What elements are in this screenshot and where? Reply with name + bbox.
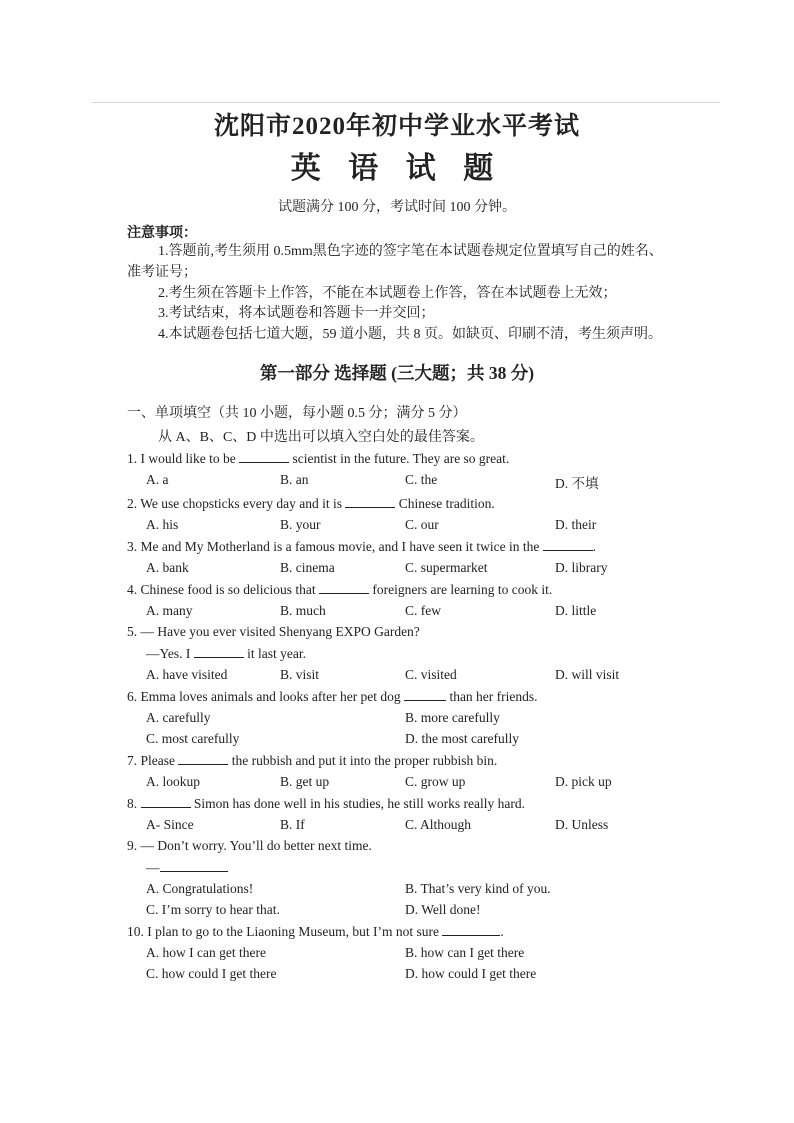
q1-option-b: B. an: [280, 472, 309, 487]
q4-option-d: D. little: [555, 603, 597, 618]
q9-option-c: C. I’m sorry to hear that.: [146, 902, 280, 917]
exam-subject-title: 英 语 试 题: [290, 152, 504, 185]
question-5-reply: —Yes. I it last year.: [146, 646, 306, 661]
part-heading: 第一部分 选择题 (三大题；共 38 分): [259, 363, 535, 383]
section-title: 一、单项填空（共 10 小题，每小题 0.5 分；满分 5 分）: [127, 406, 467, 421]
notice-line-1a: 1.答题前,考生须用 0.5mm黑色字迹的签字笔在本试题卷规定位置填写自己的姓名、: [158, 244, 663, 259]
answer-blank: [404, 688, 446, 701]
q6-option-c: C. most carefully: [146, 731, 240, 746]
q1-option-d: D. 不填: [555, 476, 599, 491]
question-5: 5. — Have you ever visited Shenyang EXPO Garden?: [127, 624, 420, 639]
q2-option-c: C. our: [405, 517, 439, 532]
notice-line-3: 3.考试结束，将本试题卷和答题卡一并交回；: [158, 306, 435, 321]
notice-line-2: 2.考生须在答题卡上作答，不能在本试题卷上作答，答在本试题卷上无效；: [158, 286, 617, 301]
q7-option-d: D. pick up: [555, 774, 612, 789]
q3-option-a: A. bank: [146, 560, 189, 575]
answer-blank: [442, 923, 500, 936]
q8-option-b: B. If: [280, 817, 305, 832]
q8-option-c: C. Although: [405, 817, 472, 832]
q8-option-d: D. Unless: [555, 817, 609, 832]
question-9-reply: —: [146, 859, 228, 876]
q3-option-d: D. library: [555, 560, 608, 575]
question-6: 6. Emma loves animals and looks after her pet dog than her friends.: [127, 689, 538, 704]
question-8: 8. Simon has done well in his studies, he still works really hard.: [127, 796, 525, 811]
answer-blank: [319, 581, 369, 594]
notice-heading: 注意事项：: [127, 224, 197, 240]
q6-option-a: A. carefully: [146, 710, 211, 725]
answer-blank: [194, 645, 244, 658]
q8-option-a: A- Since: [146, 817, 194, 832]
q2-option-d: D. their: [555, 517, 597, 532]
q6-option-b: B. more carefully: [405, 710, 500, 725]
question-1: 1. I would like to be scientist in the future. They are so great.: [127, 451, 510, 466]
q2-option-a: A. his: [146, 517, 179, 532]
q3-option-b: B. cinema: [280, 560, 335, 575]
q5-option-a: A. have visited: [146, 667, 228, 682]
q5-option-d: D. will visit: [555, 667, 620, 682]
q2-option-b: B. your: [280, 517, 321, 532]
q7-option-b: B. get up: [280, 774, 330, 789]
q7-option-c: C. grow up: [405, 774, 466, 789]
exam-title: 沈阳市2020年初中学业水平考试: [213, 113, 580, 140]
q9-option-b: B. That’s very kind of you.: [405, 881, 551, 896]
q3-option-c: C. supermarket: [405, 560, 488, 575]
q10-option-a: A. how I can get there: [146, 945, 266, 960]
exam-info: 试题满分 100 分，考试时间 100 分钟。: [278, 200, 516, 215]
q10-option-d: D. how could I get there: [405, 966, 537, 981]
q10-option-c: C. how could I get there: [146, 966, 277, 981]
answer-blank: [141, 795, 191, 808]
question-4: 4. Chinese food is so delicious that foreigners are learning to cook it.: [127, 582, 553, 597]
q4-option-b: B. much: [280, 603, 326, 618]
q4-option-c: C. few: [405, 603, 441, 618]
q7-option-a: A. lookup: [146, 774, 200, 789]
q1-option-a: A. a: [146, 472, 169, 487]
question-9: 9. — Don’t worry. You’ll do better next time.: [127, 838, 372, 853]
notice-line-4: 4.本试题卷包括七道大题，59 道小题，共 8 页。如缺页、印刷不清，考生须声明。: [158, 327, 662, 342]
q9-option-a: A. Congratulations!: [146, 881, 254, 896]
notice-line-1b: 准考证号；: [127, 265, 197, 280]
question-3: 3. Me and My Motherland is a famous movie, and I have seen it twice in the .: [127, 539, 597, 554]
answer-blank: [543, 538, 593, 551]
q5-option-c: C. visited: [405, 667, 457, 682]
q9-option-d: D. Well done!: [405, 902, 481, 917]
question-2: 2. We use chopsticks every day and it is Chinese tradition.: [127, 496, 495, 511]
answer-blank: [160, 859, 228, 872]
answer-blank: [239, 450, 289, 463]
q10-option-b: B. how can I get there: [405, 945, 525, 960]
q4-option-a: A. many: [146, 603, 193, 618]
question-7: 7. Please the rubbish and put it into the proper rubbish bin.: [127, 753, 498, 768]
answer-blank: [345, 495, 395, 508]
question-10: 10. I plan to go to the Liaoning Museum, but I’m not sure .: [127, 924, 504, 939]
section-instruction: 从 A、B、C、D 中选出可以填入空白处的最佳答案。: [158, 430, 484, 445]
header-rule: [92, 102, 720, 103]
q5-option-b: B. visit: [280, 667, 320, 682]
q1-option-c: C. the: [405, 472, 438, 487]
answer-blank: [178, 752, 228, 765]
q6-option-d: D. the most carefully: [405, 731, 519, 746]
